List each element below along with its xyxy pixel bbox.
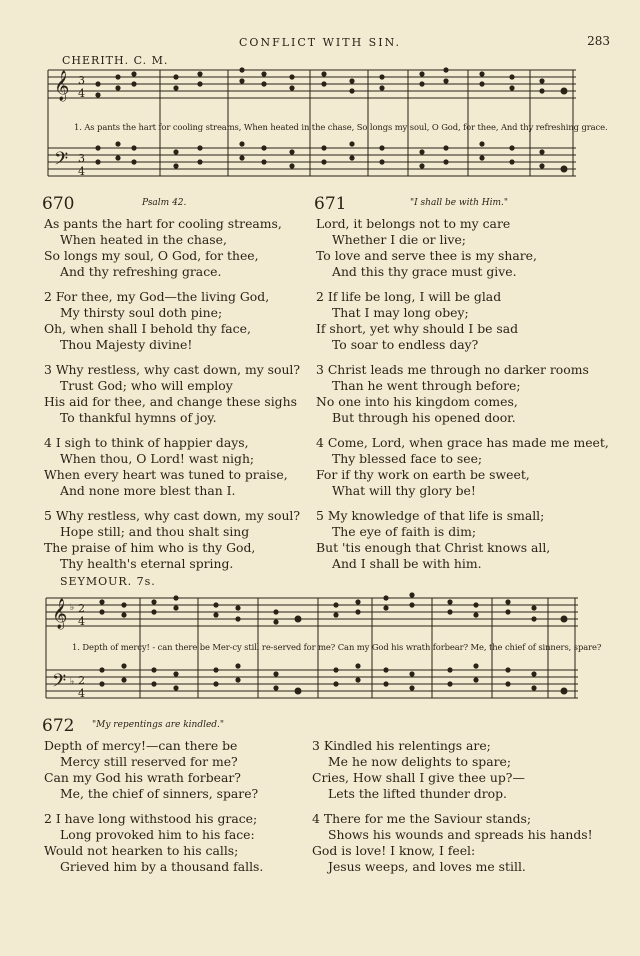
verse-line: To love and serve thee is my share, bbox=[316, 248, 537, 263]
verse-line: When heated in the chase, bbox=[60, 232, 227, 247]
verse-line: For if thy work on earth be sweet, bbox=[316, 467, 530, 482]
verse-line: Me he now delights to spare; bbox=[328, 754, 512, 769]
verse-line: Thy health's eternal spring. bbox=[60, 556, 234, 571]
verse-line: Oh, when shall I behold thy face, bbox=[44, 321, 251, 336]
verse-line: Long provoked him to his face: bbox=[60, 827, 255, 842]
hymn-number: 672 bbox=[42, 716, 75, 736]
tune-name: SEYMOUR. 7s. bbox=[60, 575, 156, 588]
verse-line: 3 Kindled his relentings are; bbox=[312, 738, 491, 753]
treble-staff bbox=[48, 70, 576, 98]
stanza bbox=[312, 811, 593, 875]
verse-line: Depth of mercy!—can there be bbox=[44, 738, 238, 753]
flat-icon: ♭ bbox=[70, 603, 75, 613]
verse-line: Cries, How shall I give thee up?— bbox=[312, 770, 525, 785]
verse-line: 2 I have long withstood his grace; bbox=[44, 811, 258, 826]
treble-staff bbox=[46, 598, 578, 626]
verse-line: His aid for thee, and change these sighs bbox=[44, 394, 297, 409]
verse-line: So longs my soul, O God, for thee, bbox=[44, 248, 259, 263]
verse-line: When every heart was tuned to praise, bbox=[44, 467, 288, 482]
stanza bbox=[44, 738, 263, 802]
scripture-ref: "I shall be with Him." bbox=[410, 198, 509, 208]
stanza bbox=[316, 216, 609, 280]
verse-line: 5 My knowledge of that life is small; bbox=[316, 508, 545, 523]
svg-text:4: 4 bbox=[78, 165, 85, 178]
verse-line: Me, the chief of sinners, spare? bbox=[60, 786, 259, 801]
verse-line: Would not hearken to his calls; bbox=[44, 843, 239, 858]
verse-line: 4 There for me the Saviour stands; bbox=[312, 811, 532, 826]
verse-line: 4 I sigh to think of happier days, bbox=[44, 435, 249, 450]
verse-line: 2 If life be long, I will be glad bbox=[316, 289, 502, 304]
bass-staff bbox=[48, 148, 576, 176]
verse-line: 2 For thee, my God—the living God, bbox=[44, 289, 270, 304]
svg-text:4: 4 bbox=[78, 87, 85, 100]
verse-line: And I shall be with him. bbox=[332, 556, 482, 571]
hymn-670-text bbox=[44, 216, 300, 581]
verse-line: But 'tis enough that Christ knows all, bbox=[316, 540, 551, 555]
hymn-number: 671 bbox=[314, 194, 347, 214]
verse-line: Thy blessed face to see; bbox=[332, 451, 483, 466]
tune-name: CHERITH. C. M. bbox=[62, 54, 169, 67]
page-number: 283 bbox=[587, 34, 610, 48]
notes-bass bbox=[99, 663, 567, 694]
verse-line: But through his opened door. bbox=[332, 410, 516, 425]
verse-line: The eye of faith is dim; bbox=[332, 524, 477, 539]
bass-clef-icon: 𝄢 bbox=[52, 671, 67, 696]
stanza bbox=[44, 435, 300, 499]
notes-treble bbox=[99, 592, 567, 624]
verse-line: If short, yet why should I be sad bbox=[316, 321, 519, 336]
stanza bbox=[44, 216, 300, 280]
verse-line: 5 Why restless, why cast down, my soul? bbox=[44, 508, 301, 523]
verse-line: Can my God his wrath forbear? bbox=[44, 770, 241, 785]
svg-text:3: 3 bbox=[78, 74, 85, 87]
verse-line: Lets the lifted thunder drop. bbox=[328, 786, 507, 801]
verse-line: God is love! I know, I feel: bbox=[312, 843, 476, 858]
verse-line: When thou, O Lord! wast nigh; bbox=[60, 451, 255, 466]
verse-line: And thy refreshing grace. bbox=[60, 264, 222, 279]
music-lyric: 1. Depth of mercy! - can there be Mer-cy still re-served for me? Can my God his wrath forbear? Me, the chief of sinners, spare? bbox=[72, 642, 602, 652]
verse-line: Shows his wounds and spreads his hands! bbox=[328, 827, 593, 842]
hymn-671-text bbox=[316, 216, 609, 581]
section-header: CONFLICT WITH SIN. bbox=[239, 36, 401, 49]
stanza bbox=[316, 362, 609, 426]
bass-staff bbox=[46, 670, 578, 698]
notes-bass bbox=[95, 141, 567, 172]
verse-line: That I may long obey; bbox=[332, 305, 469, 320]
verse-line: And none more blest than I. bbox=[60, 483, 236, 498]
treble-clef-icon: 𝄞 bbox=[54, 71, 70, 101]
verse-line: What will thy glory be! bbox=[332, 483, 476, 498]
verse-line: To soar to endless day? bbox=[332, 337, 479, 352]
scripture-ref: Psalm 42. bbox=[142, 198, 187, 208]
hymn-number: 670 bbox=[42, 194, 75, 214]
svg-text:4: 4 bbox=[78, 615, 85, 628]
verse-line: As pants the hart for cooling streams, bbox=[44, 216, 282, 231]
stanza bbox=[44, 362, 300, 426]
stanza bbox=[44, 811, 263, 875]
verse-line: No one into his kingdom comes, bbox=[316, 394, 518, 409]
verse-line: Hope still; and thou shalt sing bbox=[60, 524, 250, 539]
stanza bbox=[312, 738, 593, 802]
svg-text:4: 4 bbox=[78, 687, 85, 700]
svg-text:2: 2 bbox=[78, 674, 85, 687]
stanza bbox=[316, 508, 609, 572]
verse-line: Than he went through before; bbox=[332, 378, 521, 393]
verse-line: Thou Majesty divine! bbox=[60, 337, 193, 352]
verse-line: 4 Come, Lord, when grace has made me meet, bbox=[316, 435, 609, 450]
stanza bbox=[44, 508, 300, 572]
verse-line: Mercy still reserved for me? bbox=[60, 754, 238, 769]
verse-line: 3 Christ leads me through no darker rooms bbox=[316, 362, 589, 377]
verse-line: 3 Why restless, why cast down, my soul? bbox=[44, 362, 301, 377]
verse-line: Trust God; who will employ bbox=[60, 378, 233, 393]
hymn-672-right-text bbox=[312, 738, 593, 884]
stanza bbox=[316, 289, 609, 353]
stanza bbox=[44, 289, 300, 353]
bass-clef-icon: 𝄢 bbox=[54, 149, 69, 174]
music-lyric: 1. As pants the hart for cooling streams, When heated in the chase, So longs my soul, O God, for thee, And thy refreshing grace. bbox=[74, 122, 608, 132]
scripture-ref: "My repentings are kindled." bbox=[92, 720, 225, 730]
verse-line: Jesus weeps, and loves me still. bbox=[328, 859, 526, 874]
stanza bbox=[316, 435, 609, 499]
flat-icon: ♭ bbox=[70, 677, 75, 687]
verse-line: And this thy grace must give. bbox=[332, 264, 517, 279]
verse-line: The praise of him who is thy God, bbox=[44, 540, 256, 555]
verse-line: To thankful hymns of joy. bbox=[60, 410, 217, 425]
svg-text:2: 2 bbox=[78, 602, 85, 615]
verse-line: Lord, it belongs not to my care bbox=[316, 216, 511, 231]
notes-treble bbox=[95, 67, 567, 97]
verse-line: Grieved him by a thousand falls. bbox=[60, 859, 264, 874]
verse-line: Whether I die or live; bbox=[332, 232, 466, 247]
verse-line: My thirsty soul doth pine; bbox=[60, 305, 223, 320]
svg-text:3: 3 bbox=[78, 152, 85, 165]
hymn-672-left-text bbox=[44, 738, 263, 884]
treble-clef-icon: 𝄞 bbox=[52, 599, 68, 629]
